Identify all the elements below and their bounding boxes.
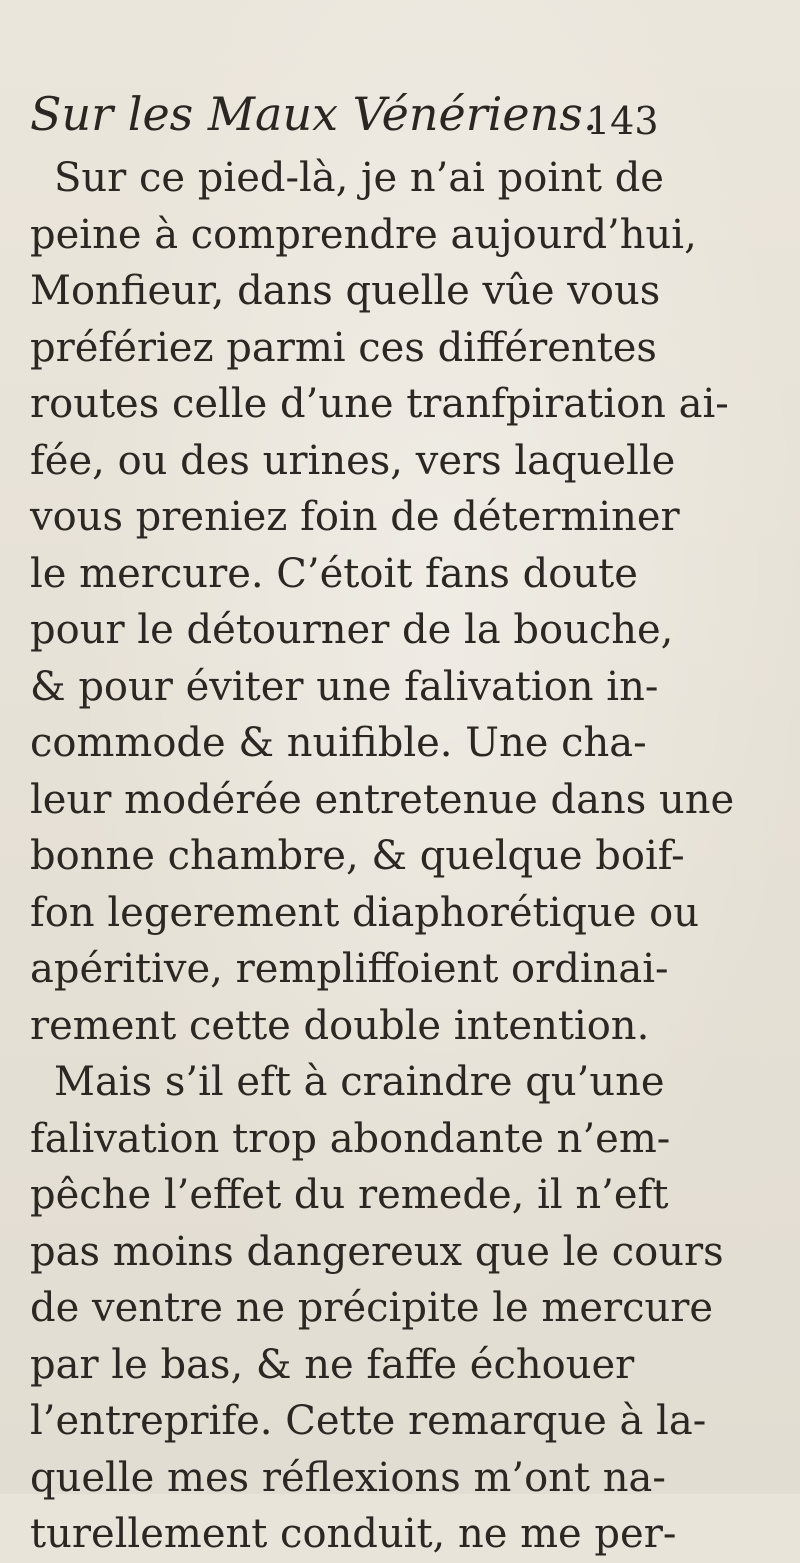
text-line: fon legerement diaphorétique ou — [30, 889, 700, 936]
text-line: rement cette double intention. — [30, 1002, 650, 1049]
text-line: turellement conduit, ne me per- — [30, 1511, 677, 1557]
text-line: pour le détourner de la bouche, — [30, 607, 674, 653]
text-line: falivation trop abondante n’em- — [30, 1115, 671, 1162]
text-line: de ventre ne précipite le mercure — [30, 1285, 714, 1331]
text-line: Mais s’il eft à craindre qu’une — [54, 1059, 665, 1105]
text-line: bonne chambre, & quelque boif- — [30, 833, 685, 879]
text-line: apéritive, rempliffoient ordinai- — [30, 946, 669, 992]
page-number: 143 — [586, 99, 659, 143]
text-line: & pour éviter une falivation in- — [30, 663, 659, 710]
text-line: préfériez parmi ces différentes — [30, 324, 657, 371]
text-line: pas moins dangereux que le cours — [30, 1228, 724, 1275]
text-line: vous preniez foin de déterminer — [30, 494, 680, 540]
text-line: peine à comprendre aujourd’hui, — [30, 211, 697, 258]
running-title: Sur les Maux Vénériens. — [30, 87, 598, 141]
text-line: Sur ce pied-là, je n’ai point de — [54, 155, 664, 201]
text-line: fée, ou des urines, vers laquelle — [30, 437, 676, 484]
text-line: l’entreprife. Cette remarque à la- — [30, 1398, 707, 1444]
text-line: routes celle d’une tranfpiration ai- — [30, 381, 729, 427]
text-line: pêche l’effet du remede, il n’eft — [30, 1172, 669, 1218]
text-line: Monfieur, dans quelle vûe vous — [30, 268, 661, 314]
text-line: quelle mes réflexions m’ont na- — [30, 1454, 666, 1501]
text-line: par le bas, & ne faffe échouer — [30, 1341, 635, 1388]
text-line: le mercure. C’étoit fans doute — [30, 550, 638, 597]
text-line: commode & nuifible. Une cha- — [30, 720, 647, 766]
text-line: leur modérée entretenue dans une — [30, 776, 735, 823]
body-text — [30, 150, 735, 1563]
